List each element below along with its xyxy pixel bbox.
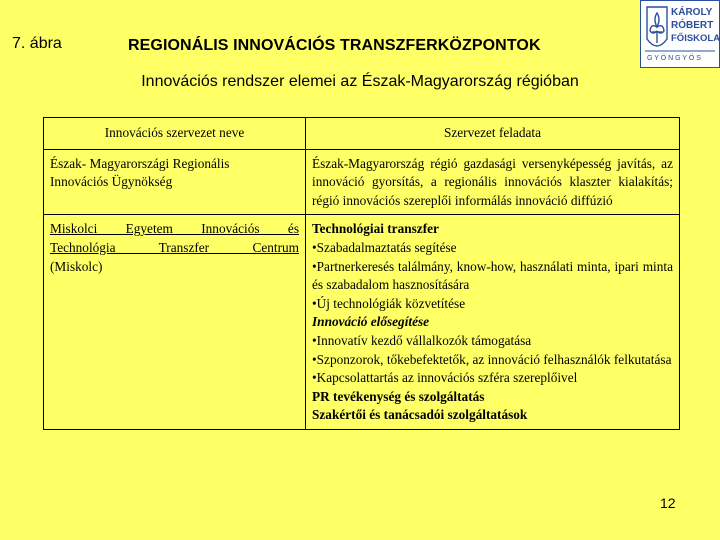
org-task-cell xyxy=(306,215,680,430)
column-header-org: Innovációs szervezet neve xyxy=(44,118,306,150)
task-heading: PR tevékenység és szolgáltatás xyxy=(312,388,485,404)
page-number: 12 xyxy=(660,495,676,511)
table-row xyxy=(44,149,680,215)
org-task-cell: Észak-Magyarország régió gazdasági versenyképesség javítás, az innováció gyorsítás, a regionális innovációs klaszter kialakítás; régió innovációs szereplői informálás innováció diffúzió xyxy=(306,149,680,215)
org-location: (Miskolc) xyxy=(50,258,103,274)
task-bullet: •Kapcsolattartás az innovációs szféra szereplőivel xyxy=(312,370,578,386)
task-bullet: •Innovatív kezdő vállalkozók támogatása xyxy=(312,332,532,348)
org-name-line: Innovációs Ügynökség xyxy=(50,174,173,190)
fleur-de-lis-icon xyxy=(641,1,719,67)
logo-text-line1: KÁROLY xyxy=(671,7,713,18)
org-name-link[interactable]: Technológia Transzfer Centrum xyxy=(50,239,299,255)
column-header-task: Szervezet feladata xyxy=(306,118,680,150)
logo-text-line3: FŐISKOLA xyxy=(671,33,719,44)
logo-text-line4: G Y Ö N G Y Ö S xyxy=(647,55,701,62)
table-row xyxy=(44,215,680,430)
org-name-line: Észak- Magyarországi Regionális xyxy=(50,155,230,171)
table-header-row xyxy=(44,118,680,150)
page-title: REGIONÁLIS INNOVÁCIÓS TRANSZFERKÖZPONTOK xyxy=(128,37,541,54)
org-name-cell xyxy=(44,215,306,430)
logo-text-line2: RÓBERT xyxy=(671,20,714,31)
task-bullet: •Új technológiák közvetítése xyxy=(312,295,466,311)
task-heading: Technológiai transzfer xyxy=(312,221,439,237)
page-subtitle: Innovációs rendszer elemei az Észak-Magyarország régióban xyxy=(141,73,579,90)
task-bullet: •Szabadalmaztatás segítése xyxy=(312,239,457,255)
org-name-cell xyxy=(44,149,306,215)
figure-label: 7. ábra xyxy=(12,35,62,52)
task-heading: Innováció elősegítése xyxy=(312,314,430,330)
task-bullet: •Partnerkeresés találmány, know-how, használati minta, ipari minta és szabadalom hasznosítására xyxy=(312,258,673,293)
task-bullet: •Szponzorok, tőkebefektetők, az innováció felhasználók felkutatása xyxy=(312,351,672,367)
college-logo xyxy=(640,0,720,68)
org-name-link[interactable]: Miskolci Egyetem Innovációs és xyxy=(50,221,299,237)
innovation-table xyxy=(43,117,680,430)
task-heading: Szakértői és tanácsadói szolgáltatások xyxy=(312,407,528,423)
